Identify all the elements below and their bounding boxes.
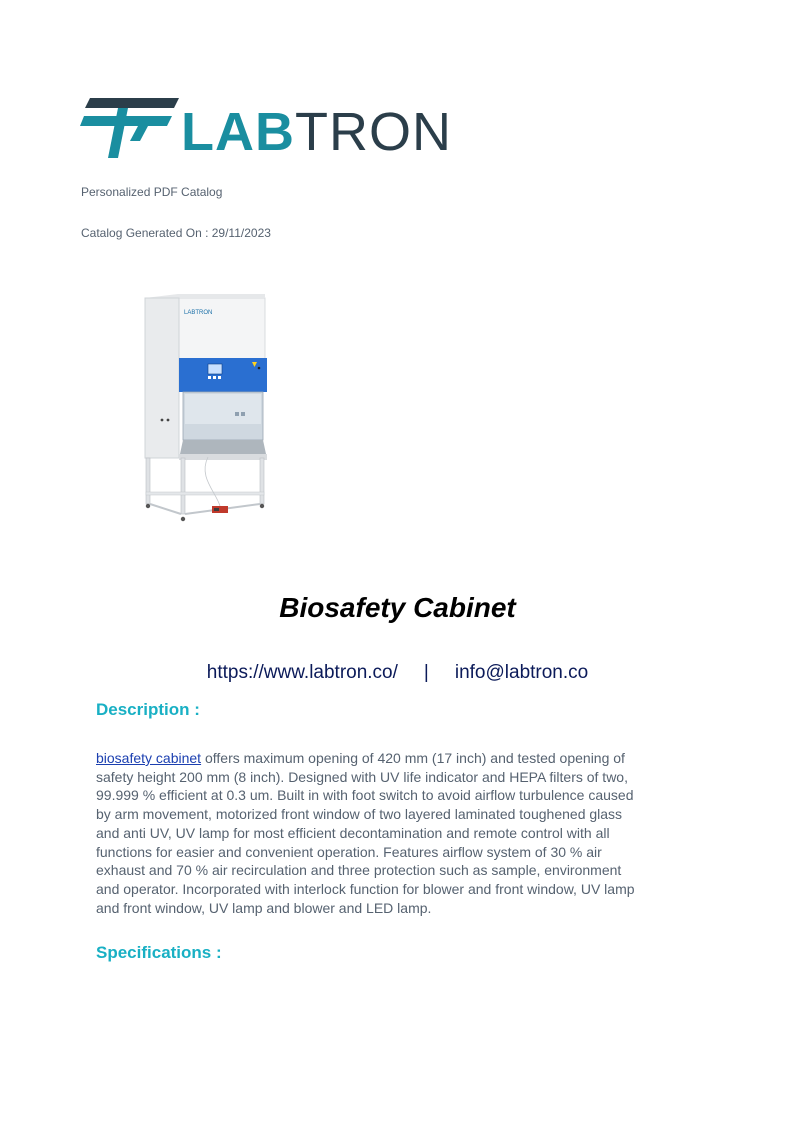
biosafety-cabinet-link[interactable]: biosafety cabinet: [96, 750, 202, 766]
description-body: [96, 749, 644, 917]
website-link[interactable]: https://www.labtron.co/: [206, 662, 398, 683]
contact-separator: |: [423, 662, 429, 683]
catalog-generated-date: Catalog Generated On : 29/11/2023: [81, 226, 271, 240]
email-link[interactable]: info@labtron.co: [454, 662, 589, 683]
cabinet-brand-label: LABTRON: [184, 310, 213, 316]
specifications-heading: Specifications :: [96, 943, 222, 962]
logo-wordmark: [181, 102, 452, 162]
product-title: Biosafety Cabinet: [279, 592, 516, 623]
labtron-logo: [80, 96, 460, 162]
logo-wordmark-lab: LAB: [181, 102, 295, 162]
description-heading: Description :: [96, 700, 200, 719]
contact-row: [0, 662, 795, 684]
biosafety-cabinet-icon: [138, 292, 273, 528]
labtron-logo-icon: [80, 96, 180, 162]
catalog-subtitle: Personalized PDF Catalog: [81, 185, 223, 199]
description-text: offers maximum opening of 420 mm (17 inch) and tested opening of safety height 200 mm (8 inch). Designed with UV life indicator and HEPA filters of two, 99.999 % efficient at 0.3 um. Built in with foot switch to avoid airflow turbulence caused by arm movement, motorized front window of two layered laminated toughened glass and anti UV, UV lamp for most efficient decontamination and remote control with all functions for easier and convenient operation. Features airflow system of 30 % air exhaust and 70 % air recirculation and three protection such as sample, environment and operator. Incorporated with interlock function for blower and front window, UV lamp and front window, UV lamp and blower and LED lamp.: [96, 750, 635, 916]
product-image: [138, 292, 273, 528]
logo-wordmark-tron: TRON: [294, 102, 452, 162]
